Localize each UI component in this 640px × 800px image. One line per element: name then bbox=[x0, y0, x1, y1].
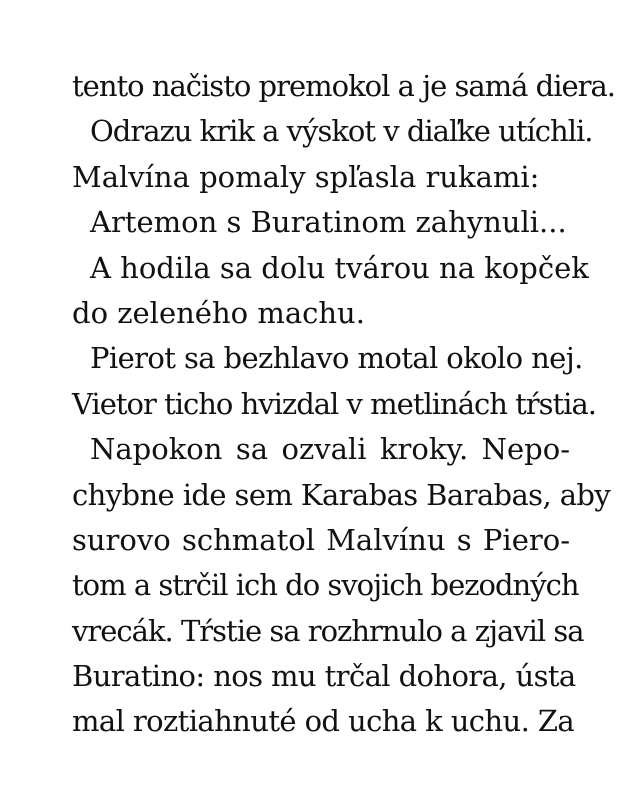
text-line: Malvína pomaly spľasla rukami: bbox=[72, 159, 540, 194]
text-line: Buratino: nos mu trčal dohora, ústa bbox=[72, 659, 576, 694]
text-line: vrecák. Tŕstie sa rozhrnulo a zjavil sa bbox=[72, 613, 584, 648]
text-line: Pierot sa bezhlavo motal okolo nej. bbox=[90, 341, 583, 376]
text-line: Artemon s Buratinom zahynuli... bbox=[90, 205, 567, 240]
text-line: A hodila sa dolu tvárou na kopček bbox=[90, 250, 589, 285]
text-line: tento načisto premokol a je samá diera. bbox=[72, 69, 616, 103]
text-line: surovo schmatol Malvínu s Piero- bbox=[72, 522, 570, 557]
text-line: do zeleného machu. bbox=[72, 295, 365, 330]
text-line: mal roztiahnuté od ucha k uchu. Za bbox=[72, 704, 575, 739]
text-line: Napokon sa ozvali kroky. Nepo- bbox=[90, 432, 570, 467]
text-line: chybne ide sem Karabas Barabas, aby bbox=[72, 477, 611, 512]
book-page-text bbox=[72, 64, 616, 745]
text-line: tom a strčil ich do svojich bezodných bbox=[72, 568, 579, 603]
text-line: Odrazu krik a výskot v diaľke utíchli. bbox=[90, 114, 593, 149]
text-line: Vietor ticho hvizdal v metlinách tŕstia. bbox=[72, 386, 596, 421]
